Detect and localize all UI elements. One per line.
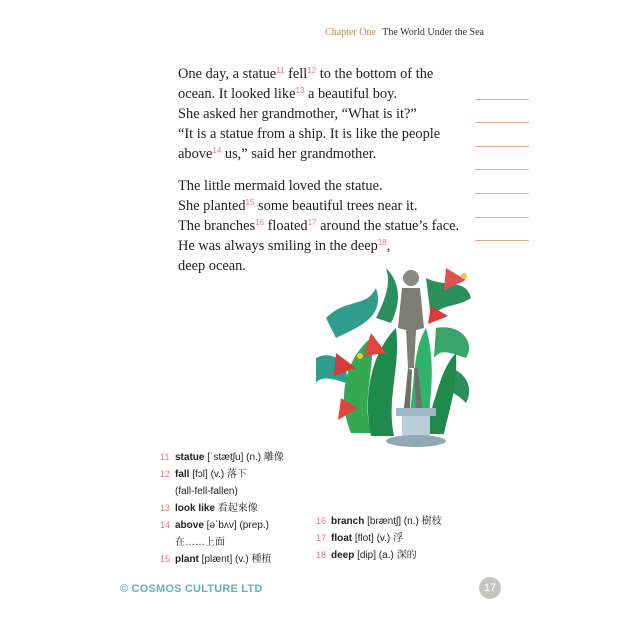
story-text-run: “It is a statue from a ship. It is like the people (178, 126, 441, 142)
statue-illustration (316, 258, 476, 448)
note-line (475, 76, 529, 100)
vocab-number: 11 (160, 452, 170, 462)
vocab-number: 14 (160, 520, 171, 530)
story-line (160, 104, 470, 124)
vocab-number: 17 (316, 533, 327, 543)
story-text-run: The little mermaid loved the statue. (178, 178, 383, 194)
running-header (325, 27, 484, 38)
vocab-entry (160, 466, 284, 483)
footnote-marker: 14 (212, 146, 222, 155)
vocab-extra: 在……上面 (175, 537, 225, 548)
story-text-run: above (178, 146, 213, 162)
footnote-marker: 15 (245, 198, 255, 207)
story-line (178, 66, 433, 82)
vocab-entry (316, 530, 442, 547)
note-lines (475, 76, 529, 241)
vocab-definition: 看起來像 (215, 503, 258, 514)
vocab-word: plant (175, 554, 199, 565)
vocab-entry (316, 513, 442, 530)
story-text-run: He was always smiling in the deep (178, 238, 378, 254)
vocab-entry (160, 449, 284, 466)
story-text-run: , (386, 238, 391, 254)
footnote-marker: 17 (307, 218, 317, 227)
note-line (475, 218, 529, 242)
vocab-word: above (175, 520, 204, 531)
story-text-run: some beautiful trees near it. (254, 198, 418, 214)
story-line (160, 144, 470, 164)
story-line (160, 216, 470, 236)
vocab-definition: [bræntʃ] (n.) 樹枝 (364, 516, 442, 527)
vocab-number: 13 (160, 503, 171, 513)
story-text-run: fell (284, 66, 308, 82)
vocab-definition: [flot] (v.) 浮 (352, 533, 404, 544)
vocab-definition: [ˈstætʃu] (n.) 雕像 (204, 452, 284, 463)
footnote-marker: 11 (276, 66, 285, 75)
story-line (160, 196, 470, 216)
footnote-marker: 12 (307, 66, 317, 75)
vocab-entry (316, 547, 442, 564)
footnote-marker: 13 (295, 86, 305, 95)
vocab-word: float (331, 533, 353, 544)
vocab-definition: [fɔl] (v.) 落下 (189, 469, 248, 480)
story-text-run: to the bottom of the (316, 66, 434, 82)
chapter-label: Chapter One (325, 27, 376, 38)
story-line (178, 178, 383, 194)
story-line (160, 124, 470, 144)
story-line (160, 236, 470, 256)
note-line (475, 123, 529, 147)
vocab-word: fall (175, 469, 190, 480)
note-line (475, 100, 529, 124)
story-text-run: deep ocean. (178, 258, 246, 274)
story-paragraph-1 (160, 64, 470, 164)
vocab-entry (160, 517, 284, 534)
page-number: 17 (479, 577, 501, 599)
vocab-word: branch (331, 516, 365, 527)
vocab-extra: (fall-fell-fallen) (175, 486, 238, 497)
story-text-run: The branches (178, 218, 256, 234)
vocab-definition: [dip] (a.) 深的 (354, 550, 417, 561)
story-text-run: She asked her grandmother, “What is it?” (178, 106, 417, 122)
story-text-run: floated (264, 218, 308, 234)
story-line (160, 84, 470, 104)
story-text-run: One day, a statue (178, 66, 277, 82)
footnote-marker: 18 (377, 238, 387, 247)
note-line (475, 147, 529, 171)
vocab-number: 12 (160, 469, 171, 479)
story-text-run: around the statue’s face. (316, 218, 460, 234)
vocab-number: 16 (316, 516, 327, 526)
vocab-definition: [əˈbʌv] (prep.) (203, 520, 269, 531)
vocab-word: look like (175, 503, 216, 514)
story-text-run: a beautiful boy. (304, 86, 397, 102)
chapter-title: The World Under the Sea (382, 27, 484, 38)
vocab-list-right (316, 513, 442, 564)
publisher-brand: © COSMOS CULTURE LTD (120, 583, 263, 595)
note-line (475, 194, 529, 218)
note-line (475, 170, 529, 194)
vocab-list-left (160, 449, 284, 568)
vocab-entry (160, 551, 284, 568)
vocab-number: 18 (316, 550, 327, 560)
vocab-number: 15 (160, 554, 171, 564)
story-text (160, 64, 470, 288)
vocab-word: deep (331, 550, 355, 561)
vocab-word: statue (175, 452, 205, 463)
story-text-run: She planted (178, 198, 246, 214)
vocab-entry (160, 500, 284, 517)
story-text-run: us,” said her grandmother. (221, 146, 377, 162)
footnote-marker: 16 (255, 218, 265, 227)
story-text-run: ocean. It looked like (178, 86, 296, 102)
vocab-definition: [plænt] (v.) 種植 (198, 554, 272, 565)
